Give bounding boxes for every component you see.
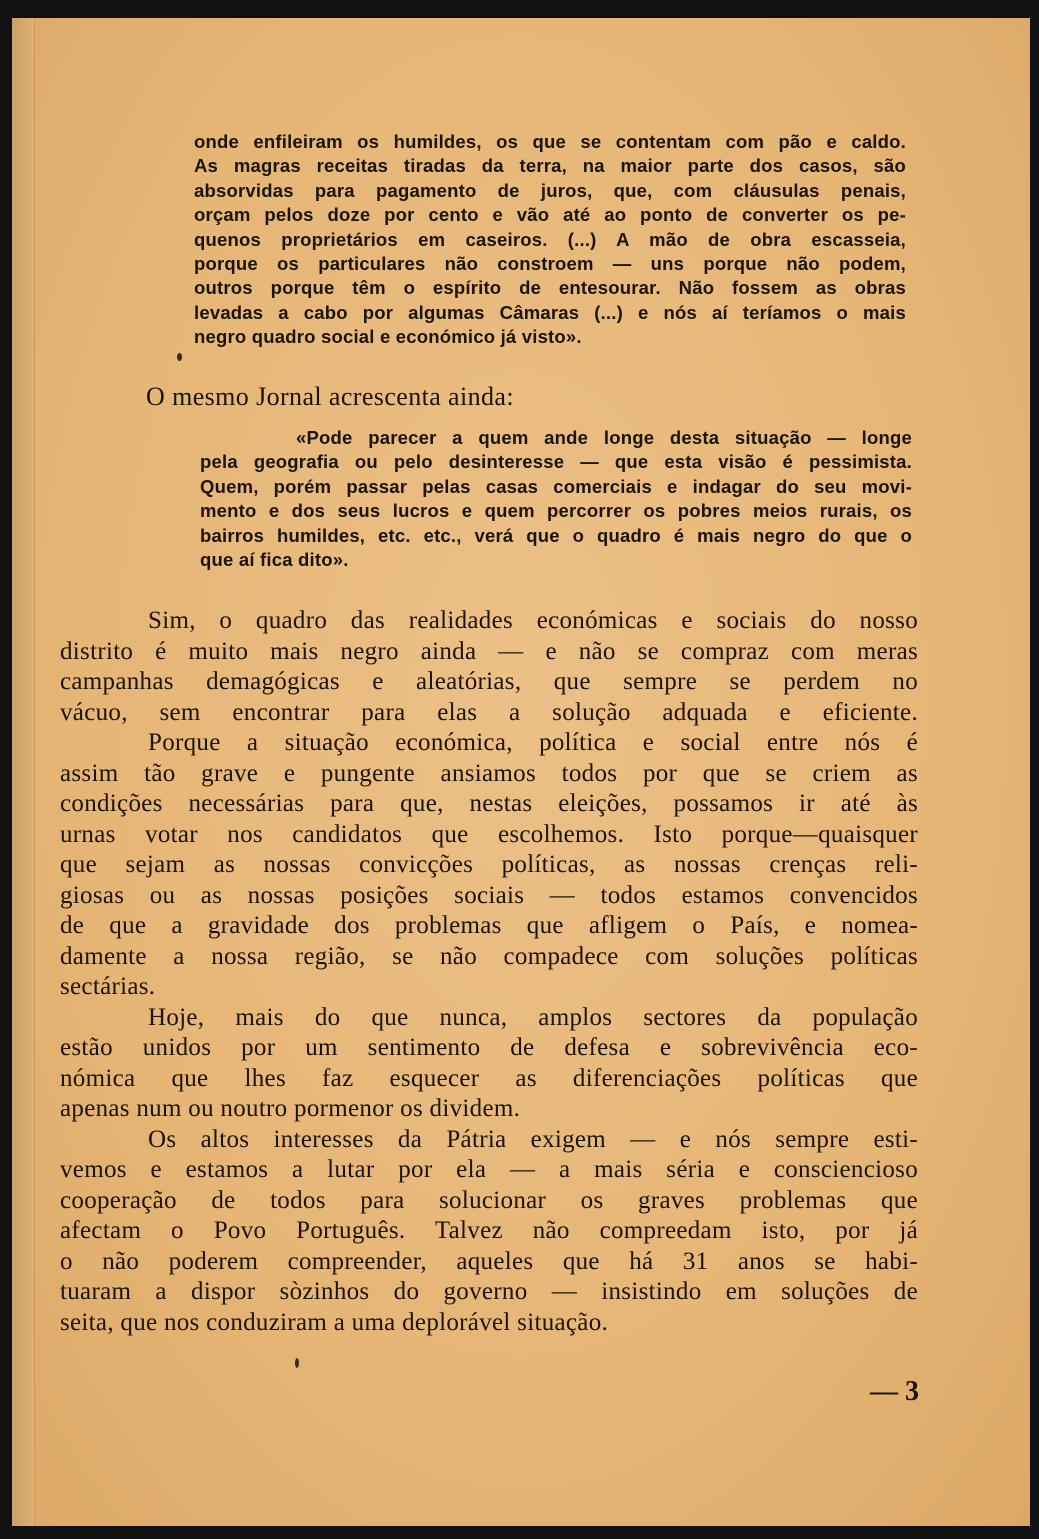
ink-mark [295, 1358, 299, 1368]
body-line: giosas ou as nossas posições sociais — todos estamos convencidos [60, 881, 918, 909]
body-line: que sejam as nossas convicções políticas, as nossas crenças reli- [60, 851, 918, 878]
body-line: de que a gravidade dos problemas que afligem o País, e nomea- [60, 912, 918, 939]
quote-line: porque os particulares não constroem — uns porque não podem, [194, 253, 906, 275]
body-line: tuaram a dispor sòzinhos do governo — insistindo em soluções de [60, 1278, 918, 1305]
quote-line: bairros humildes, etc. etc., verá que o quadro é mais negro do que o [200, 524, 912, 546]
body-line: Hoje, mais do que nunca, amplos sectores da população [148, 1003, 918, 1031]
body-line: sectárias. [60, 973, 156, 1000]
page-spine [12, 18, 35, 1526]
body-line: cooperação de todos para solucionar os graves problemas que [60, 1186, 918, 1214]
paragraph-3 [60, 1003, 918, 1125]
body-line: assim tão grave e pungente ansiamos todos por que se criem as [60, 759, 918, 787]
body-line: campanhas demagógicas e aleatórias, que sempre se perdem no [60, 668, 918, 695]
body-line: estão unidos por um sentimento de defesa e sobrevivência eco- [60, 1034, 918, 1061]
body-text [60, 606, 918, 1338]
body-line: vemos e estamos a lutar por ela — a mais séria e consciencioso [60, 1156, 918, 1183]
quote-line: pela geografia ou pelo desinteresse — que esta visão é pessimista. [200, 451, 912, 473]
quote-line: levadas a cabo por algumas Câmaras (...) e nós aí teríamos o mais [194, 301, 906, 323]
body-line: damente a nossa região, se não compadece com soluções políticas [60, 942, 918, 970]
quote-line: mento e dos seus lucros e quem percorrer os pobres meios rurais, os [200, 500, 912, 522]
quote-line: «Pode parecer a quem ande longe desta situação — longe [296, 427, 912, 448]
body-line: apenas num ou noutro pormenor os dividem. [60, 1095, 521, 1122]
quote-line: que aí fica dito». [200, 549, 349, 571]
paragraph-1 [60, 606, 918, 728]
quote-line: Quem, porém passar pelas casas comerciais e indagar do seu movi- [200, 475, 912, 497]
document-page [12, 18, 1030, 1526]
quote-block-2 [200, 426, 912, 572]
quote-line: onde enfileiram os humildes, os que se contentam com pão e caldo. [194, 131, 906, 152]
quote-line: absorvidas para pagamento de juros, que, com cláusulas penais, [194, 179, 906, 201]
body-line: Porque a situação económica, política e social entre nós é [148, 729, 918, 756]
body-line: o não poderem compreender, aqueles que há 31 anos se habi- [60, 1247, 918, 1275]
body-line: seita, que nos conduziram a uma deplorável situação. [60, 1308, 609, 1336]
quote-block-1 [194, 130, 906, 350]
ink-mark [177, 353, 182, 361]
section-heading: O mesmo Jornal acrescenta ainda: [146, 382, 514, 411]
body-line: nómica que lhes faz esquecer as diferenciações políticas que [60, 1064, 918, 1092]
body-line: Os altos interesses da Pátria exigem — e nós sempre esti- [148, 1125, 918, 1153]
quote-line: As magras receitas tiradas da terra, na maior parte dos casos, são [194, 155, 906, 177]
paragraph-2 [60, 728, 918, 1003]
quote-line: quenos proprietários em caseiros. (...) A mão de obra escasseia, [194, 228, 906, 250]
quote-line: outros porque têm o espírito de entesourar. Não fossem as obras [194, 277, 906, 299]
body-line: afectam o Povo Português. Talvez não compreedam isto, por já [60, 1217, 918, 1244]
body-line: condições necessárias para que, nestas eleições, possamos ir até às [60, 790, 918, 817]
page-number: — 3 [870, 1376, 919, 1407]
body-line: distrito é muito mais negro ainda — e não se compraz com meras [60, 637, 918, 665]
quote-line: negro quadro social e económico já visto». [194, 326, 582, 348]
body-line: Sim, o quadro das realidades económicas e sociais do nosso [148, 607, 918, 634]
body-line: urnas votar nos candidatos que escolhemos. Isto porque—quaisquer [60, 820, 918, 848]
paragraph-4 [60, 1125, 918, 1339]
body-line: vácuo, sem encontrar para elas a solução adquada e eficiente. [60, 698, 918, 726]
quote-line: orçam pelos doze por cento e vão até ao ponto de converter os pe- [194, 204, 906, 226]
